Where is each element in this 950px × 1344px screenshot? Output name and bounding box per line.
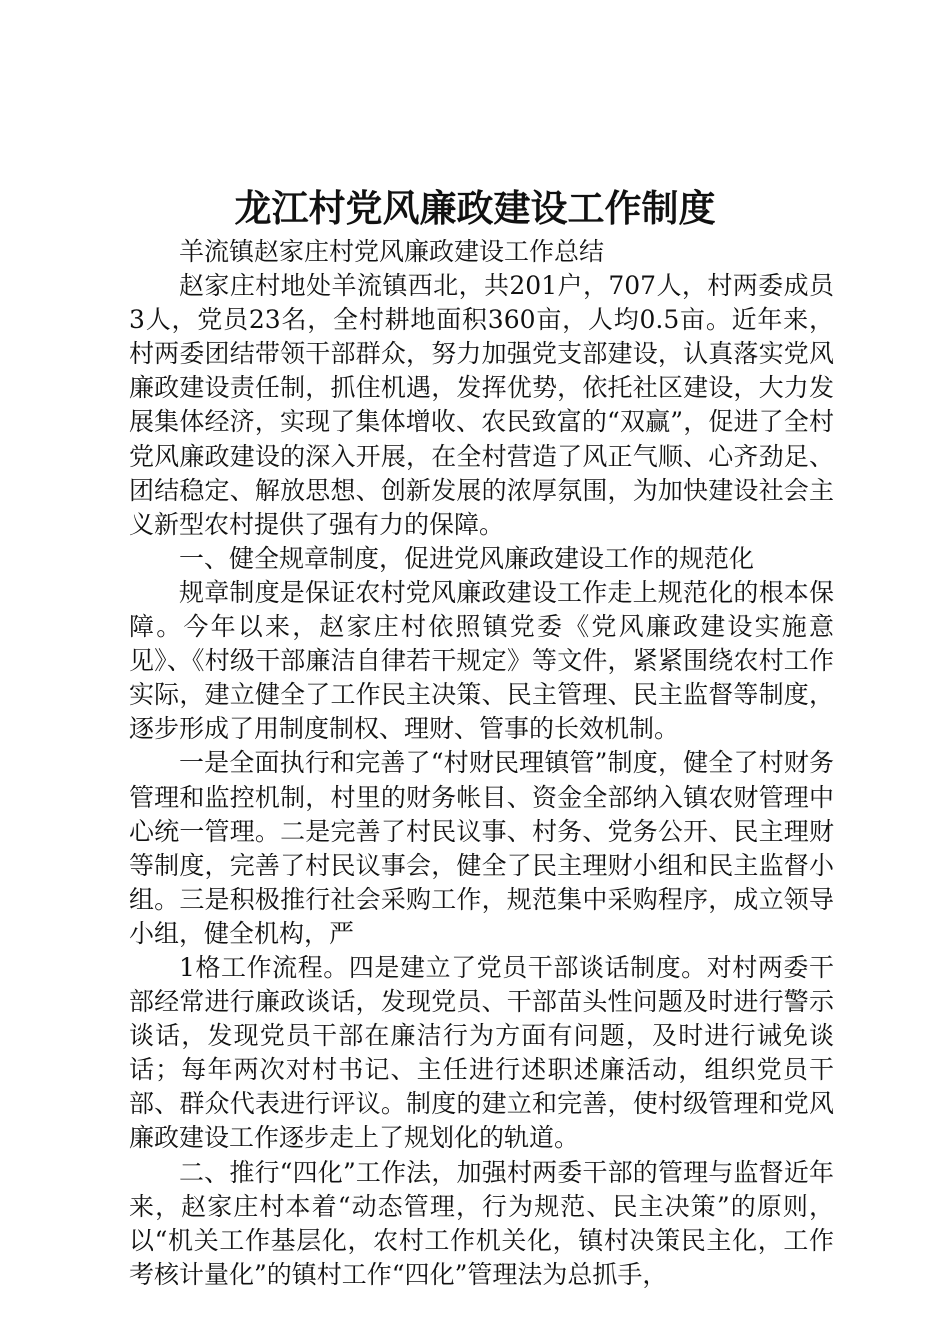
paragraph-intro: 赵家庄村地处羊流镇西北，共201户，707人，村两委成员3人，党员23名，全村耕地面积360亩，人均0.5亩。近年来，村两委团结带领干部群众，努力加强党支部建设，认真落实党风廉政建设责任制，抓住机遇，发挥优势，依托社区建设，大力发展集体经济，实现了集体增收、农民致富的“双赢”，促进了全村党风廉政建设的深入开展，在全村营造了风正气顺、心齐劲足、团结稳定、解放思想、创新发展的浓厚氛围，为加快建设社会主义新型农村提供了强有力的保障。 xyxy=(129,271,834,539)
document-title: 龙江村党风廉政建设工作制度 xyxy=(234,186,716,230)
section-heading-1: 一、健全规章制度，促进党风廉政建设工作的规范化 xyxy=(179,543,755,573)
paragraph-measures: 一是全面执行和完善了“村财民理镇管”制度，健全了村财务管理和监控机制，村里的财务帐目、资金全部纳入镇农财管理中心统一管理。二是完善了村民议事、村务、党务公开、民主理财等制度，完善了村民议事会，健全了民主理财小组和民主监督小组。三是积极推行社会采购工作，规范集中采购程序，成立领导小组，健全机构，严 xyxy=(129,748,834,948)
paragraph-subtitle: 羊流镇赵家庄村党风廉政建设工作总结 xyxy=(179,237,605,266)
paragraph-rules: 规章制度是保证农村党风廉政建设工作走上规范化的根本保障。今年以来，赵家庄村依照镇党委《党风廉政建设实施意见》、《村级干部廉洁自律若干规定》等文件，紧紧围绕农村工作实际，建立健全了工作民主决策、民主管理、民主监督等制度，逐步形成了用制度制权、理财、管事的长效机制。 xyxy=(129,577,834,744)
section-heading-2: 二、推行“四化”工作法，加强村两委干部的管理与监督近年来，赵家庄村本着“动态管理，行为规范、民主决策”的原则，以“机关工作基层化，农村工作机关化，镇村决策民主化，工作考核计量化”的镇村工作“四化”管理法为总抓手， xyxy=(129,1157,834,1289)
document-body xyxy=(129,235,834,1292)
paragraph-workflow: 1格工作流程。四是建立了党员干部谈话制度。对村两委干部经常进行廉政谈话，发现党员、干部苗头性问题及时进行警示谈话，发现党员干部在廉洁行为方面有问题，及时进行诫免谈话；每年两次对村书记、主任进行述职述廉活动，组织党员干部、群众代表进行评议。制度的建立和完善，使村级管理和党风廉政建设工作逐步走上了规划化的轨道。 xyxy=(129,952,834,1153)
